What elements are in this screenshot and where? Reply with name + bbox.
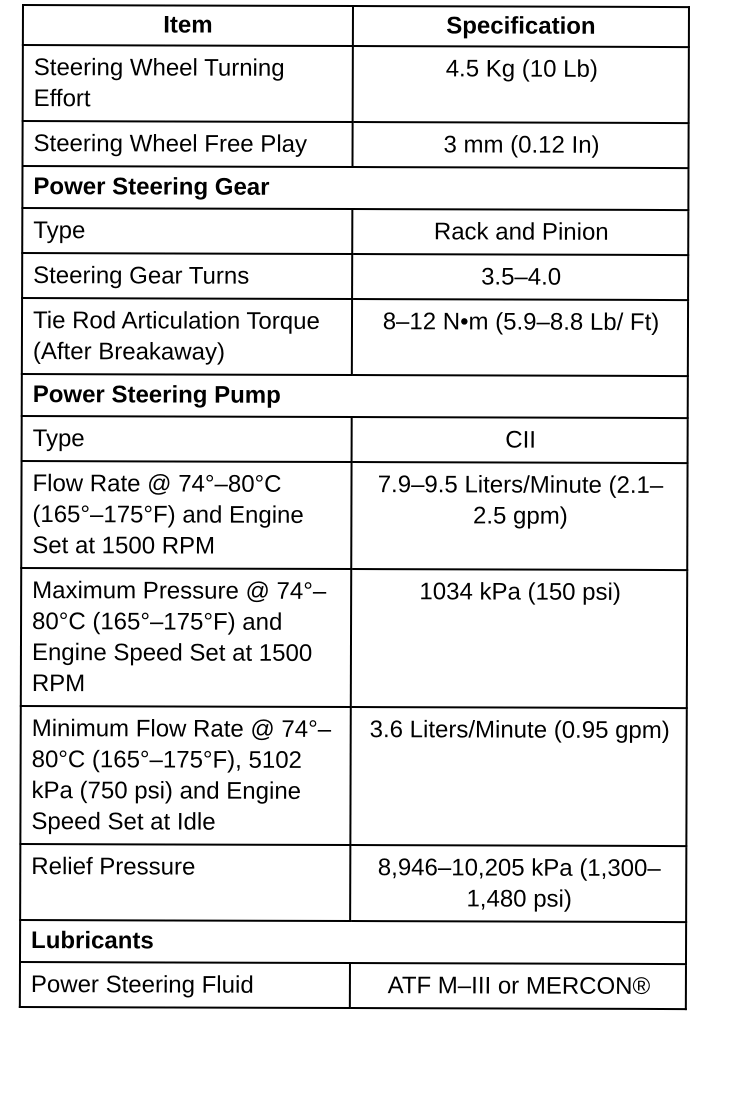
- table-row: [20, 962, 686, 1009]
- spec-cell: 1034 kPa (150 psi): [351, 569, 687, 708]
- spec-cell: Rack and Pinion: [352, 209, 688, 255]
- item-cell: Tie Rod Articulation Torque (After Breakaway): [22, 298, 352, 375]
- table-row: [23, 45, 689, 123]
- table-row: [22, 208, 688, 255]
- spec-cell: 7.9–9.5 Liters/Minute (2.1–2.5 gpm): [351, 462, 687, 570]
- section-row: [22, 374, 688, 418]
- item-cell: Relief Pressure: [20, 844, 350, 921]
- table-body: [20, 45, 689, 1009]
- column-header-item: Item: [23, 5, 353, 46]
- item-cell: Maximum Pressure @ 74°–80°C (165°–175°F) and Engine Speed Set at 1500 RPM: [21, 568, 351, 707]
- table-row: [22, 416, 688, 463]
- item-cell: Type: [22, 208, 352, 254]
- spec-cell: 3.5–4.0: [352, 254, 688, 300]
- table-row: [22, 253, 688, 300]
- item-cell: Type: [22, 416, 352, 462]
- column-header-specification: Specification: [353, 6, 689, 47]
- spec-cell: CII: [352, 417, 688, 463]
- specification-table: [19, 4, 690, 1010]
- section-heading: Power Steering Pump: [22, 374, 688, 418]
- spec-cell: 8,946–10,205 kPa (1,300–1,480 psi): [350, 845, 686, 922]
- item-cell: Steering Gear Turns: [22, 253, 352, 299]
- header-row: [23, 5, 689, 47]
- spec-cell: ATF M–III or MERCON®: [350, 963, 686, 1009]
- section-row: [20, 920, 686, 964]
- spec-cell: 3 mm (0.12 In): [352, 122, 688, 168]
- spec-cell: 8–12 N•m (5.9–8.8 Lb/ Ft): [352, 299, 688, 376]
- item-cell: Steering Wheel Turning Effort: [23, 45, 353, 122]
- section-heading: Lubricants: [20, 920, 686, 964]
- section-heading: Power Steering Gear: [22, 166, 688, 210]
- table-row: [20, 844, 686, 922]
- table-row: [22, 121, 688, 168]
- item-cell: Steering Wheel Free Play: [22, 121, 352, 167]
- table-row: [22, 298, 688, 376]
- table-row: [20, 706, 686, 846]
- item-cell: Flow Rate @ 74°–80°C (165°–175°F) and Engine Set at 1500 RPM: [21, 461, 351, 569]
- section-row: [22, 166, 688, 210]
- item-cell: Power Steering Fluid: [20, 962, 350, 1008]
- table-header: [23, 5, 689, 47]
- item-cell: Minimum Flow Rate @ 74°–80°C (165°–175°F), 5102 kPa (750 psi) and Engine Speed Set at Idle: [20, 706, 350, 845]
- spec-cell: 4.5 Kg (10 Lb): [353, 46, 689, 123]
- spec-cell: 3.6 Liters/Minute (0.95 gpm): [350, 707, 686, 846]
- table-row: [21, 461, 687, 570]
- table-row: [21, 568, 687, 708]
